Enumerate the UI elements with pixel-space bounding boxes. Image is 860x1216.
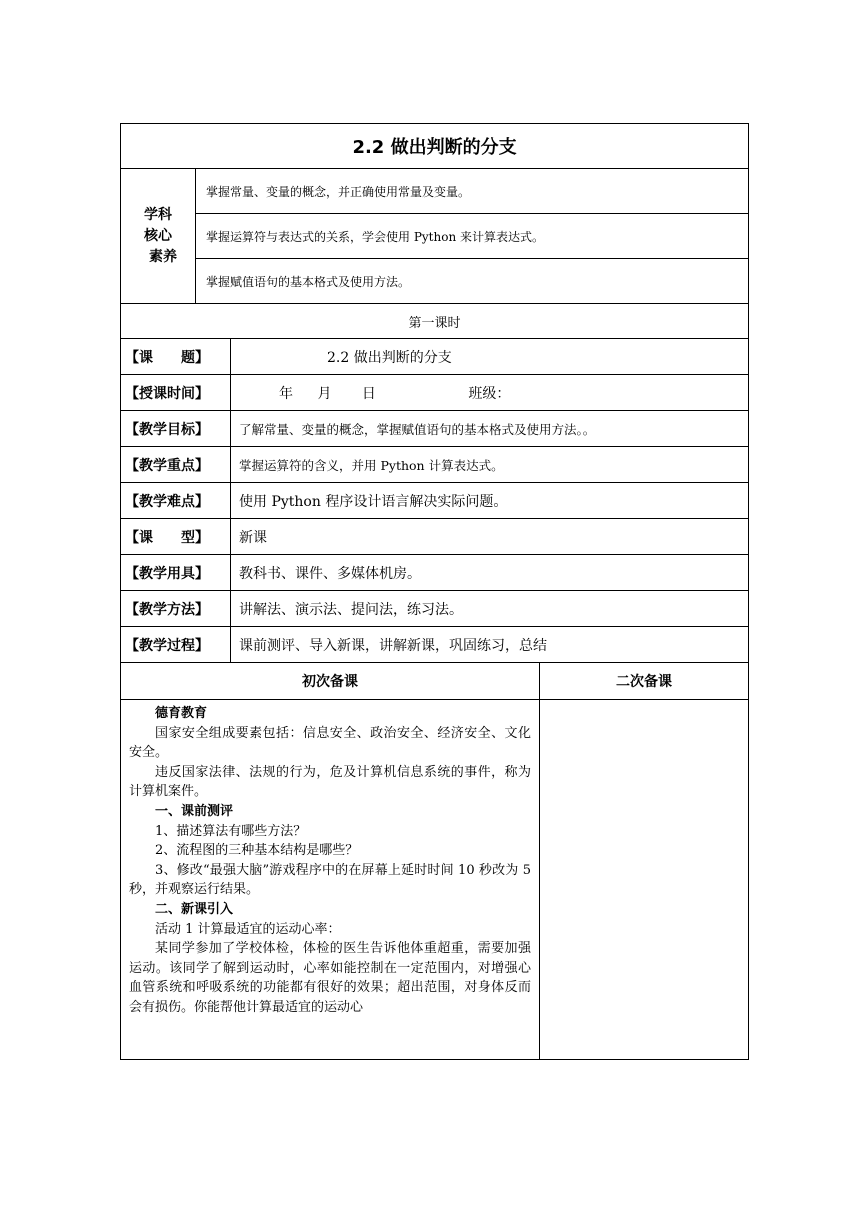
title-row	[121, 124, 749, 169]
intro-heading: 二、新课引入	[155, 901, 234, 917]
tools-label: 【教学用具】	[121, 555, 231, 591]
prep-body-row	[121, 700, 749, 1060]
class-label: 班级：	[468, 385, 511, 402]
session-label: 第一课时	[121, 304, 749, 339]
core-literacy-item-2: 掌握运算符与表达式的关系，学会使用 Python 来计算表达式。	[196, 214, 749, 259]
moral-paragraph-2: 违反国家法律、法规的行为，危及计算机信息系统的事件，称为计算机案件。	[129, 764, 531, 800]
type-value: 新课	[231, 519, 749, 555]
activity-text: 某同学参加了学校体检，体检的医生告诉他体重超重，需要加强运动。该同学了解到运动时，心率如能控制在一定范围内，对增强心血管系统和呼吸系统的功能都有很好的效果；超出范围，对身体反而会有损伤。你能帮他计算最适宜的运动心	[129, 941, 531, 1015]
process-row	[121, 627, 749, 663]
time-value	[231, 375, 749, 411]
type-row	[121, 519, 749, 555]
core-literacy-row-1	[121, 169, 749, 214]
key-point-row	[121, 447, 749, 483]
core-literacy-item-3: 掌握赋值语句的基本格式及使用方法。	[196, 259, 749, 304]
pretest-question-1: 1、描述算法有哪些方法？	[155, 823, 307, 839]
core-literacy-item-1: 掌握常量、变量的概念，并正确使用常量及变量。	[196, 169, 749, 214]
topic-text: 2.2 做出判断的分支	[327, 349, 452, 366]
pretest-question-2: 2、流程图的三种基本结构是哪些？	[155, 843, 359, 859]
method-value: 讲解法、演示法、提问法，练习法。	[231, 591, 749, 627]
time-label: 【授课时间】	[121, 375, 231, 411]
second-prep-header: 二次备课	[540, 663, 749, 700]
first-prep-text	[129, 704, 531, 1059]
topic-value	[231, 339, 749, 375]
method-row	[121, 591, 749, 627]
goal-value: 了解常量、变量的概念，掌握赋值语句的基本格式及使用方法。。	[231, 411, 749, 447]
process-value: 课前测评、导入新课，讲解新课，巩固练习，总结	[231, 627, 749, 663]
type-label: 【课 型】	[121, 519, 231, 555]
year-label: 年	[279, 385, 293, 402]
lesson-plan-table	[120, 123, 749, 1060]
pretest-question-3: 3、修改“最强大脑”游戏程序中的在屏幕上延时时间 10 秒改为 5 秒，并观察运行结果。	[129, 862, 531, 898]
pretest-heading: 一、课前测评	[155, 803, 234, 819]
prep-header-row	[121, 663, 749, 700]
difficulty-label: 【教学难点】	[121, 483, 231, 519]
first-prep-header: 初次备课	[121, 663, 540, 700]
core-literacy-row-3	[121, 259, 749, 304]
activity-title: 活动 1 计算最适宜的运动心率：	[155, 921, 341, 937]
day-label: 日	[361, 385, 376, 402]
moral-heading: 德育教育	[155, 706, 208, 721]
first-prep-content	[121, 700, 540, 1060]
difficulty-value: 使用 Python 程序设计语言解决实际问题。	[231, 483, 749, 519]
core-label-line-2: 核心	[144, 227, 172, 244]
goal-label: 【教学目标】	[121, 411, 231, 447]
method-label: 【教学方法】	[121, 591, 231, 627]
topic-row	[121, 339, 749, 375]
time-row	[121, 375, 749, 411]
difficulty-row	[121, 483, 749, 519]
core-label-line-3: 素养	[149, 248, 177, 265]
session-row	[121, 304, 749, 339]
second-prep-content	[540, 700, 749, 1060]
lesson-title: 2.2 做出判断的分支	[121, 124, 749, 169]
moral-paragraph-1: 国家安全组成要素包括：信息安全、政治安全、经济安全、文化安全。	[129, 725, 531, 761]
topic-label: 【课 题】	[121, 339, 231, 375]
core-label-line-1: 学科	[144, 206, 172, 223]
tools-row	[121, 555, 749, 591]
core-literacy-row-2	[121, 214, 749, 259]
key-point-label: 【教学重点】	[121, 447, 231, 483]
core-literacy-label	[121, 169, 196, 304]
key-point-value: 掌握运算符的含义，并用 Python 计算表达式。	[231, 447, 749, 483]
process-label: 【教学过程】	[121, 627, 231, 663]
month-label: 月	[317, 385, 332, 402]
tools-value: 教科书、课件、多媒体机房。	[231, 555, 749, 591]
goal-row	[121, 411, 749, 447]
